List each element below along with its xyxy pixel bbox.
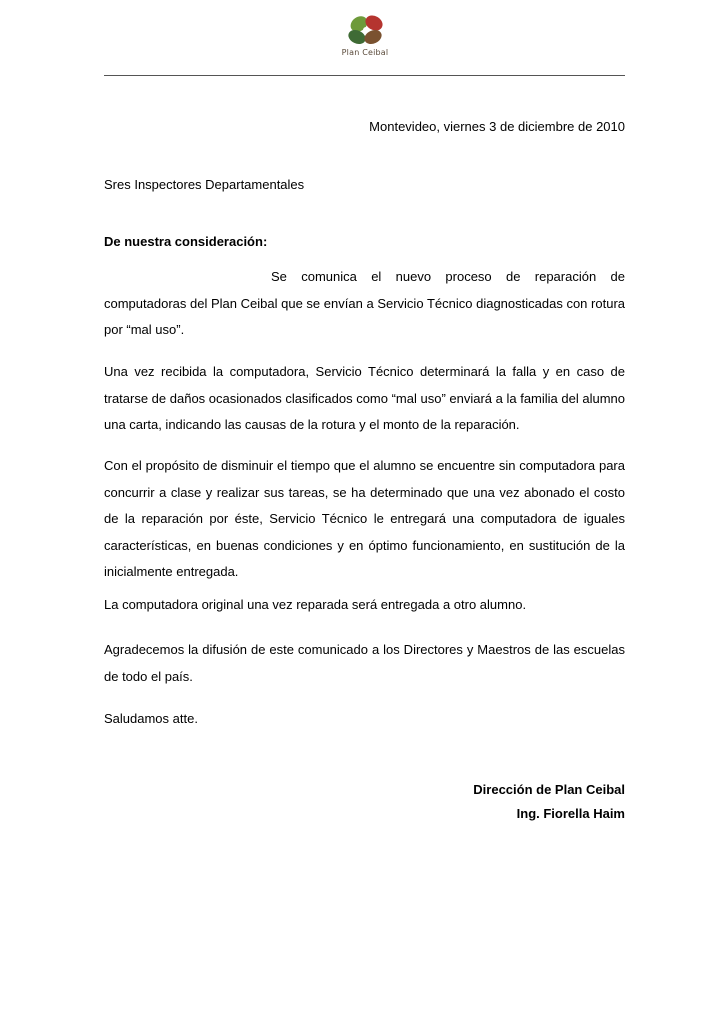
closing: Saludamos atte. (104, 711, 198, 726)
paragraph-4: La computadora original una vez reparada será entregada a otro alumno. (104, 597, 527, 612)
date-line: Montevideo, viernes 3 de diciembre de 2010 (369, 119, 625, 134)
logo-text: Plan Ceibal (341, 48, 389, 57)
salutation: De nuestra consideración: (104, 234, 268, 249)
header-divider (104, 75, 625, 76)
paragraph-1: Se comunica el nuevo proceso de reparación de computadoras del Plan Ceibal que se envían a Servicio Técnico diagnosticadas con rotura por “mal uso”. (104, 269, 625, 337)
paragraph-5: Agradecemos la difusión de este comunicado a los Directores y Maestros de las escuelas de todo el país. (104, 642, 625, 684)
recipient: Sres Inspectores Departamentales (104, 177, 305, 192)
ceibal-flower-icon (329, 6, 401, 50)
signature-name: Ing. Fiorella Haim (516, 806, 625, 821)
plan-ceibal-logo (329, 6, 401, 64)
paragraph-3: Con el propósito de disminuir el tiempo que el alumno se encuentre sin computadora para concurrir a clase y realizar sus tareas, se ha determinado que una vez abonado el costo de la reparación por éste, Servicio Técnico le entregará una computadora de iguales características, en buenas condiciones y en óptimo funcionamiento, en sustitución de la inicialmente entregada. (104, 458, 625, 579)
signature-org: Dirección de Plan Ceibal (473, 782, 625, 797)
paragraph-2: Una vez recibida la computadora, Servicio Técnico determinará la falla y en caso de tratarse de daños ocasionados clasificados como “mal uso” enviará a la familia del alumno una carta, indicando las causas de la rotura y el monto de la reparación. (104, 364, 625, 432)
